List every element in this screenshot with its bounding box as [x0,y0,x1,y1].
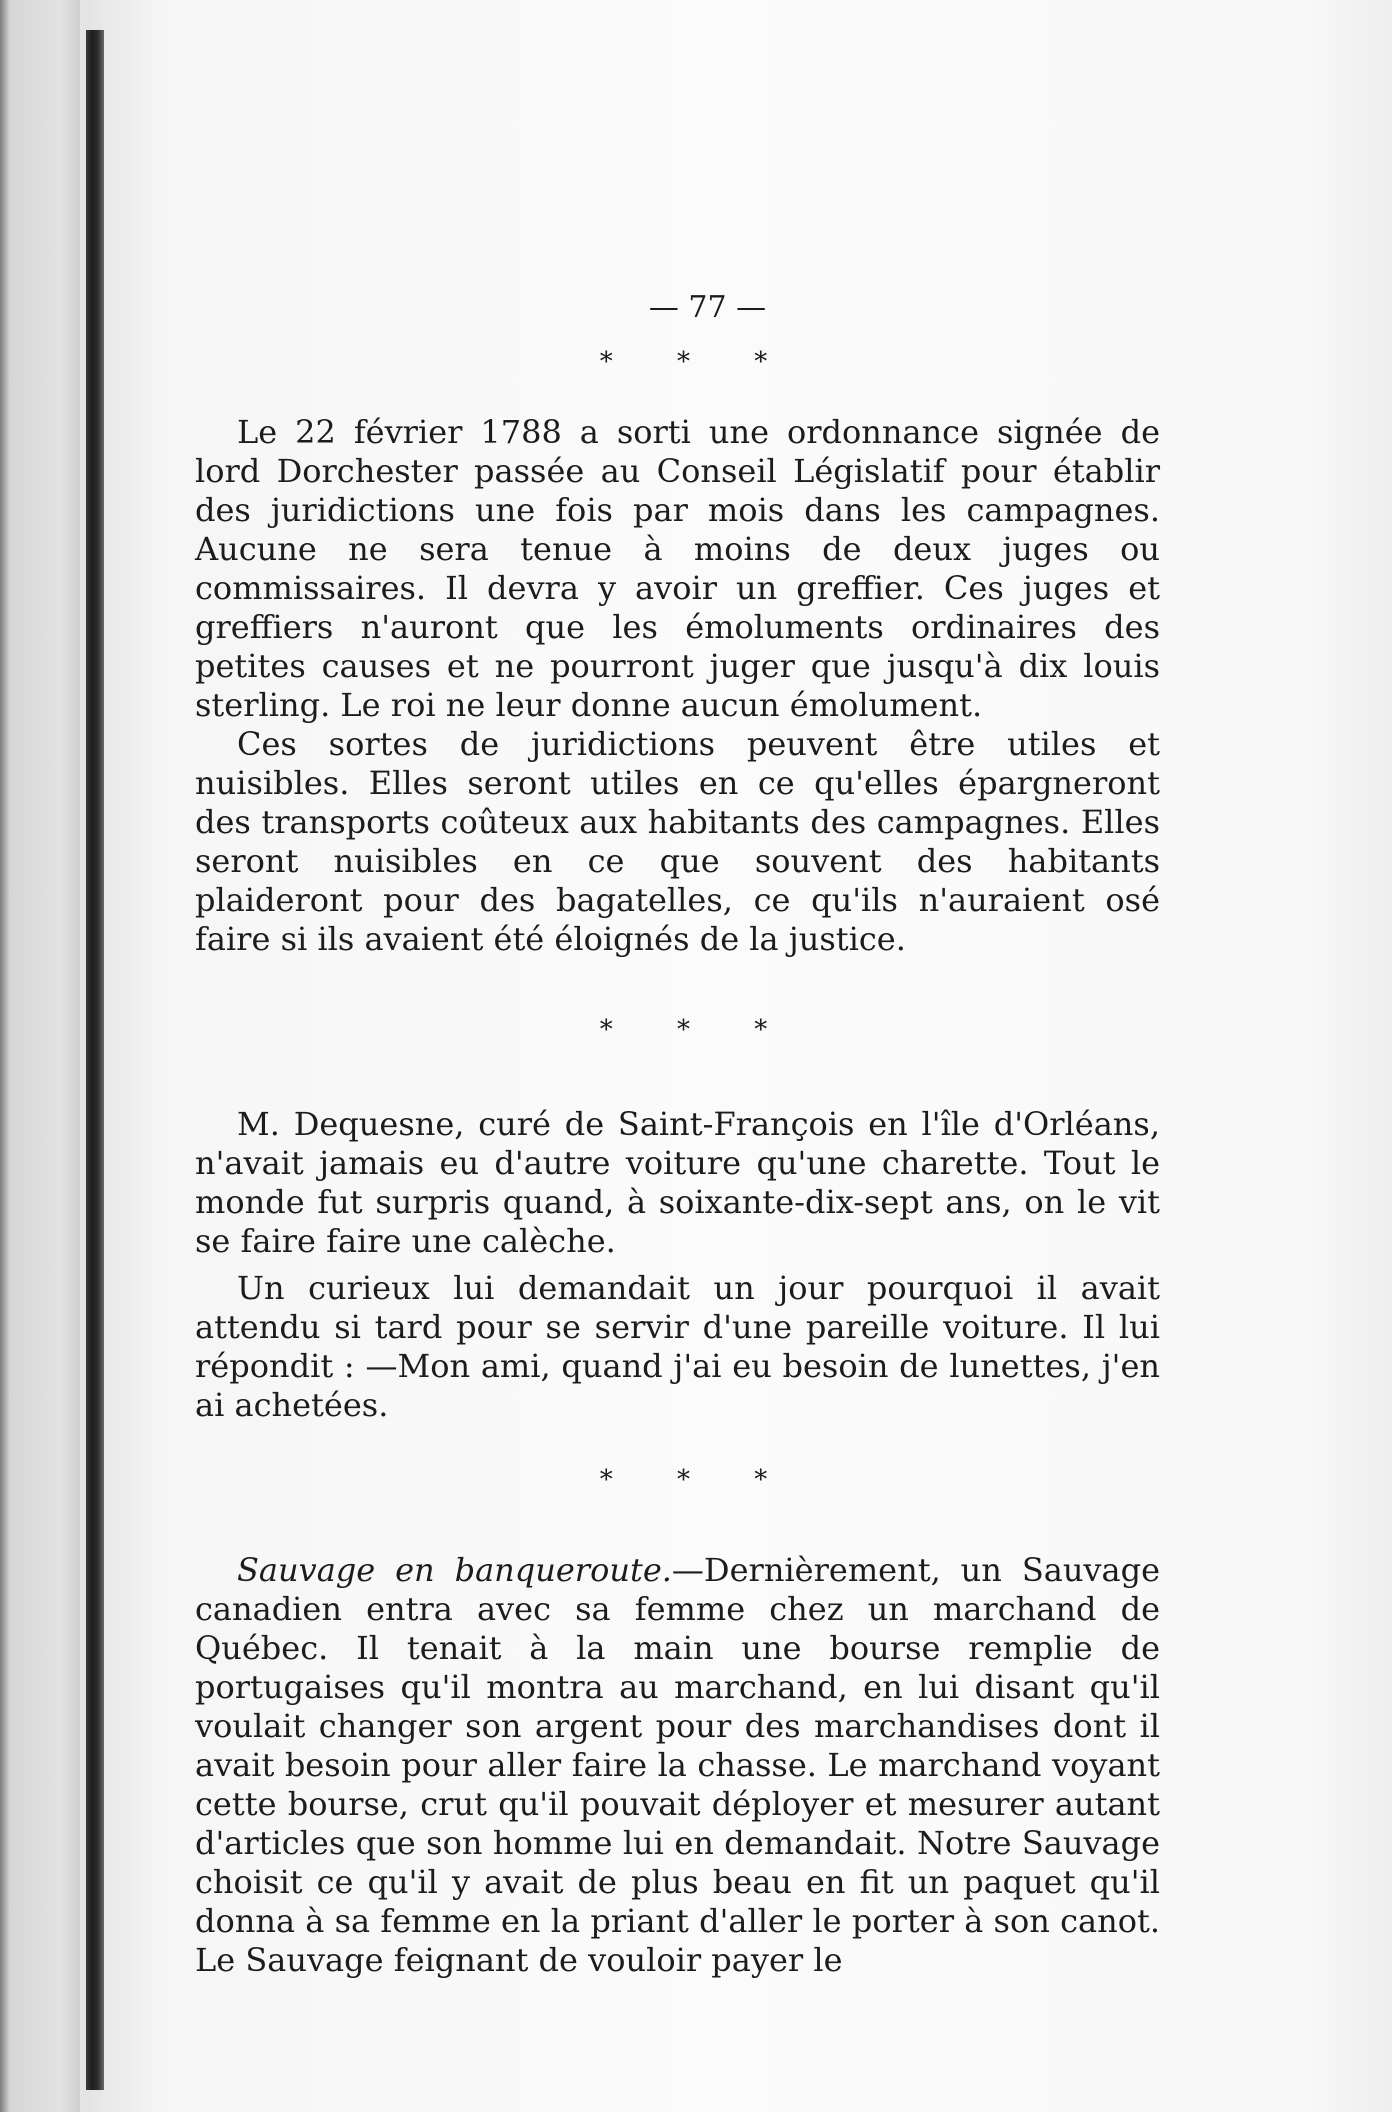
paragraph-dequesne-2: Un curieux lui demandait un jour pourquoi il avait attendu si tard pour se servir d'une pareille voiture. Il lui répondit : —Mon ami, quand j'ai eu besoin de lunettes, j'en ai achetées. [195,1269,1160,1424]
paragraph-ordonnance-1: Le 22 février 1788 a sorti une ordonnance signée de lord Dorchester passée au Conseil Législatif pour établir des juridictions une fois par mois dans les campagnes. Aucune ne sera tenue à moins de deux juges ou commissaires. Il devra y avoir un greffier. Ces juges et greffiers n'auront que les émoluments ordinaires des petites causes et ne pourront juger que jusqu'à dix louis sterling. Le roi ne leur donne aucun émolument. [195,413,1160,724]
sauvage-text: —Dernièrement, un Sauvage canadien entra avec sa femme chez un marchand de Québec. Il tenait à la main une bourse remplie de portugaises qu'il montra au marchand, en lui disant qu'il voulait changer son argent pour des marchandises dont il avait besoin pour aller faire la chasse. Le marchand voyant cette bourse, crut qu'il pouvait déployer et mesurer autant d'articles que son homme lui en demandait. Notre Sauvage choisit ce qu'il y avait de plus beau en fit un paquet qu'il donna à sa femme en la priant d'aller le porter à son canot. Le Sauvage feignant de vouloir payer le [195,1551,1160,1979]
section-separator-1: * * * [599,347,796,377]
section-separator-2: * * * [599,1015,796,1045]
page-number: — 77 — [648,290,767,325]
paragraph-sauvage [195,1551,1160,1980]
section-ordonnance [195,413,1160,959]
section-separator-3: * * * [599,1465,796,1495]
sauvage-title: Sauvage en banqueroute. [237,1551,672,1589]
section-sauvage [195,1551,1160,1980]
section-dequesne [195,1105,1160,1425]
page-content [195,290,1160,1980]
paragraph-ordonnance-2: Ces sortes de juridictions peuvent être utiles et nuisibles. Elles seront utiles en ce qu'elles épargneront des transports coûteux aux habitants des campagnes. Elles seront nuisibles en ce que souvent des habitants plaideront pour des bagatelles, ce qu'ils n'auraient osé faire si ils avaient été éloignés de la justice. [195,725,1160,958]
book-binding [86,30,104,2090]
previous-page-edge [0,0,80,2112]
paragraph-dequesne-1: M. Dequesne, curé de Saint-François en l'île d'Orléans, n'avait jamais eu d'autre voiture qu'une charette. Tout le monde fut surpris quand, à soixante-dix-sept ans, on le vit se faire faire une calèche. [195,1105,1160,1260]
